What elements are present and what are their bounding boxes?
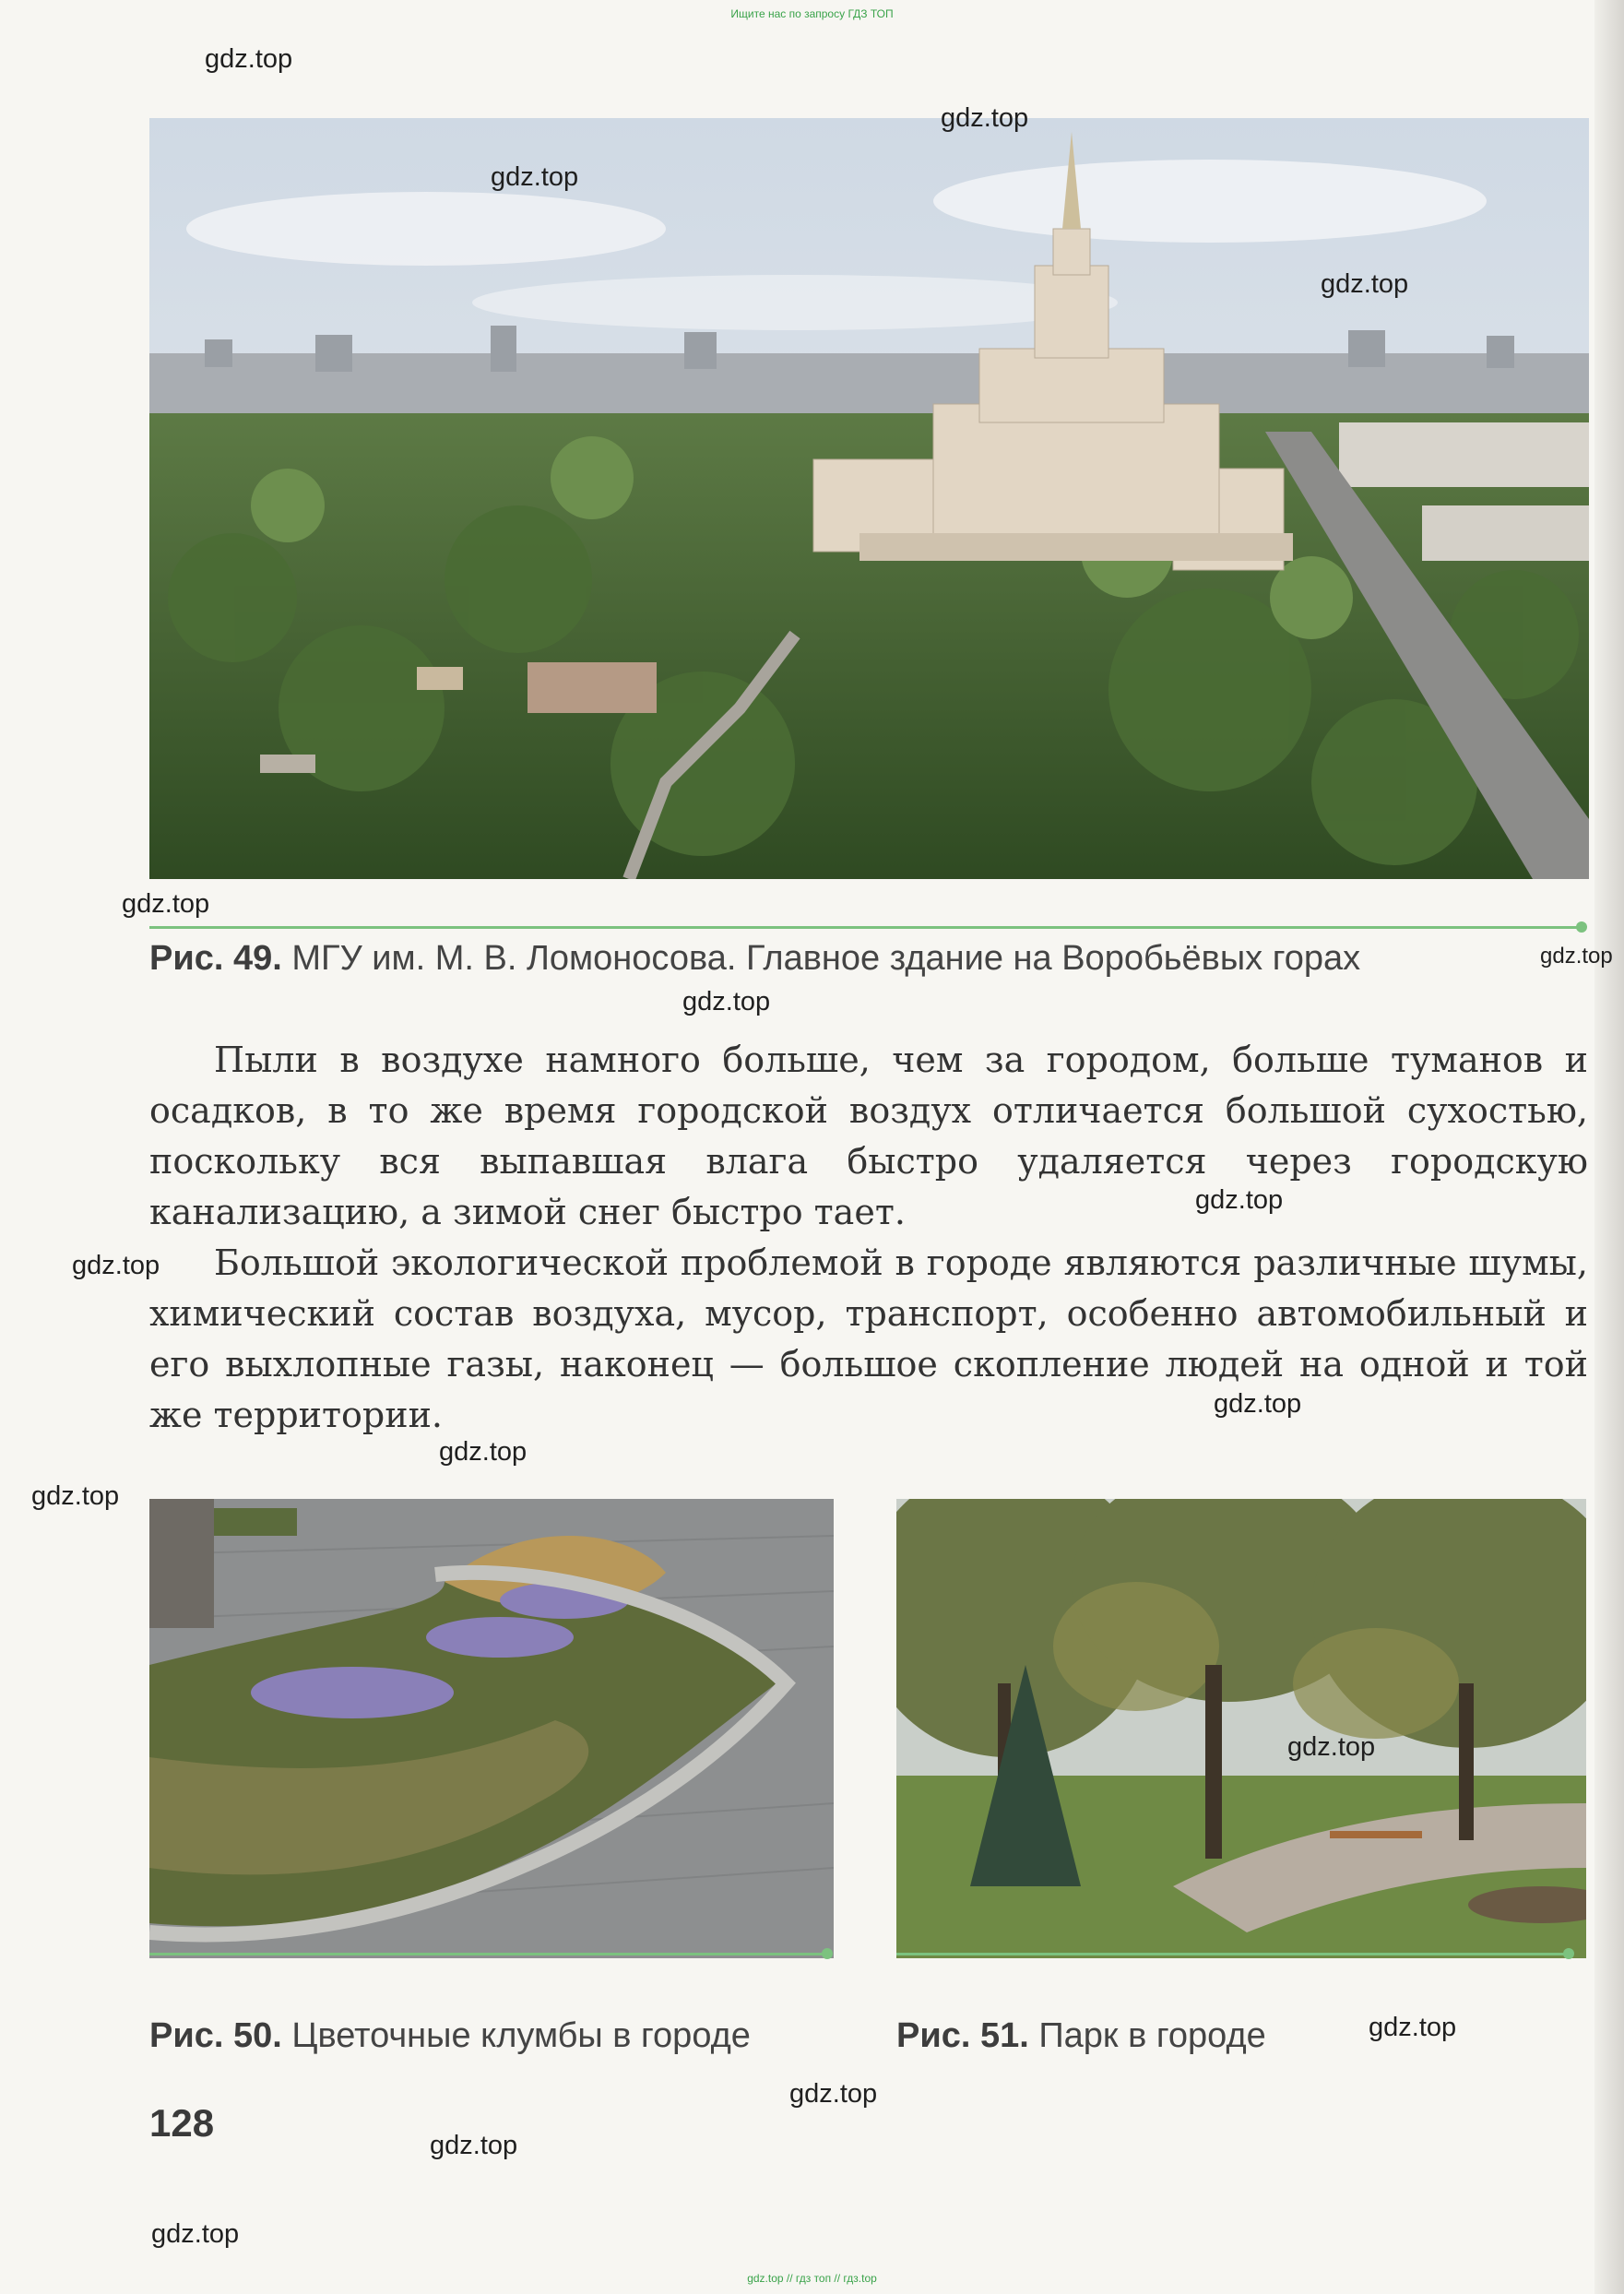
watermark: gdz.top	[1321, 269, 1409, 299]
page-number: 128	[149, 2101, 215, 2145]
watermark: gdz.top	[151, 2219, 240, 2249]
watermark: gdz.top	[1287, 1732, 1376, 1762]
figure-49-caption-text: МГУ им. М. В. Ломоносова. Главное здание на Воробьёвых горах	[291, 939, 1361, 978]
figure-51-label: Рис. 51.	[896, 2016, 1029, 2055]
watermark: gdz.top	[205, 44, 293, 74]
body-text	[149, 1035, 1588, 1441]
watermark: gdz.top	[1214, 1389, 1302, 1419]
figure-49-rule	[149, 926, 1581, 929]
watermark: gdz.top	[430, 2131, 518, 2160]
watermark: gdz.top	[72, 1251, 160, 1280]
paragraph-2: Большой экологической проблемой в городе являются различные шумы, химический состав воздуха, мусор, транспорт, особенно автомобильный и его выхлопные газы, наконец — большое скопление людей на одной и той же территории.	[149, 1242, 1588, 1435]
figure-49-label: Рис. 49.	[149, 939, 282, 978]
bottom-banner: gdz.top // гдз топ // гдз.top	[747, 2272, 877, 2285]
figure-51-caption	[896, 2016, 1266, 2056]
figure-50-rule	[149, 1953, 826, 1955]
figure-51-photo	[896, 1499, 1586, 1958]
paragraph-1: Пыли в воздухе намного больше, чем за городом, больше туманов и осадков, в то же время городской воздух отличается большой сухостью, поскольку вся выпавшая влага быстро удаляется через городскую канализацию, а зимой снег быстро тает.	[149, 1040, 1588, 1232]
watermark: gdz.top	[1195, 1185, 1284, 1215]
figure-50-caption-text: Цветочные клумбы в городе	[291, 2016, 751, 2055]
watermark: gdz.top	[682, 987, 771, 1016]
figure-50-photo	[149, 1499, 834, 1958]
watermark: gdz.top	[491, 162, 579, 192]
watermark: gdz.top	[439, 1437, 528, 1467]
figure-50-label: Рис. 50.	[149, 2016, 282, 2055]
figure-51-rule	[896, 1953, 1568, 1955]
figure-51-caption-text: Парк в городе	[1038, 2016, 1266, 2055]
page-edge-shadow	[1594, 0, 1624, 2294]
watermark: gdz.top	[1540, 944, 1613, 969]
watermark: gdz.top	[122, 889, 210, 919]
watermark: gdz.top	[789, 2079, 878, 2109]
figure-49-photo	[149, 118, 1589, 879]
figure-50-caption	[149, 2016, 751, 2056]
watermark: gdz.top	[1369, 2013, 1457, 2042]
watermark: gdz.top	[31, 1481, 120, 1511]
figure-49-caption	[149, 939, 1360, 979]
top-banner: Ищите нас по запросу ГДЗ ТОП	[730, 7, 894, 20]
watermark: gdz.top	[941, 103, 1029, 133]
